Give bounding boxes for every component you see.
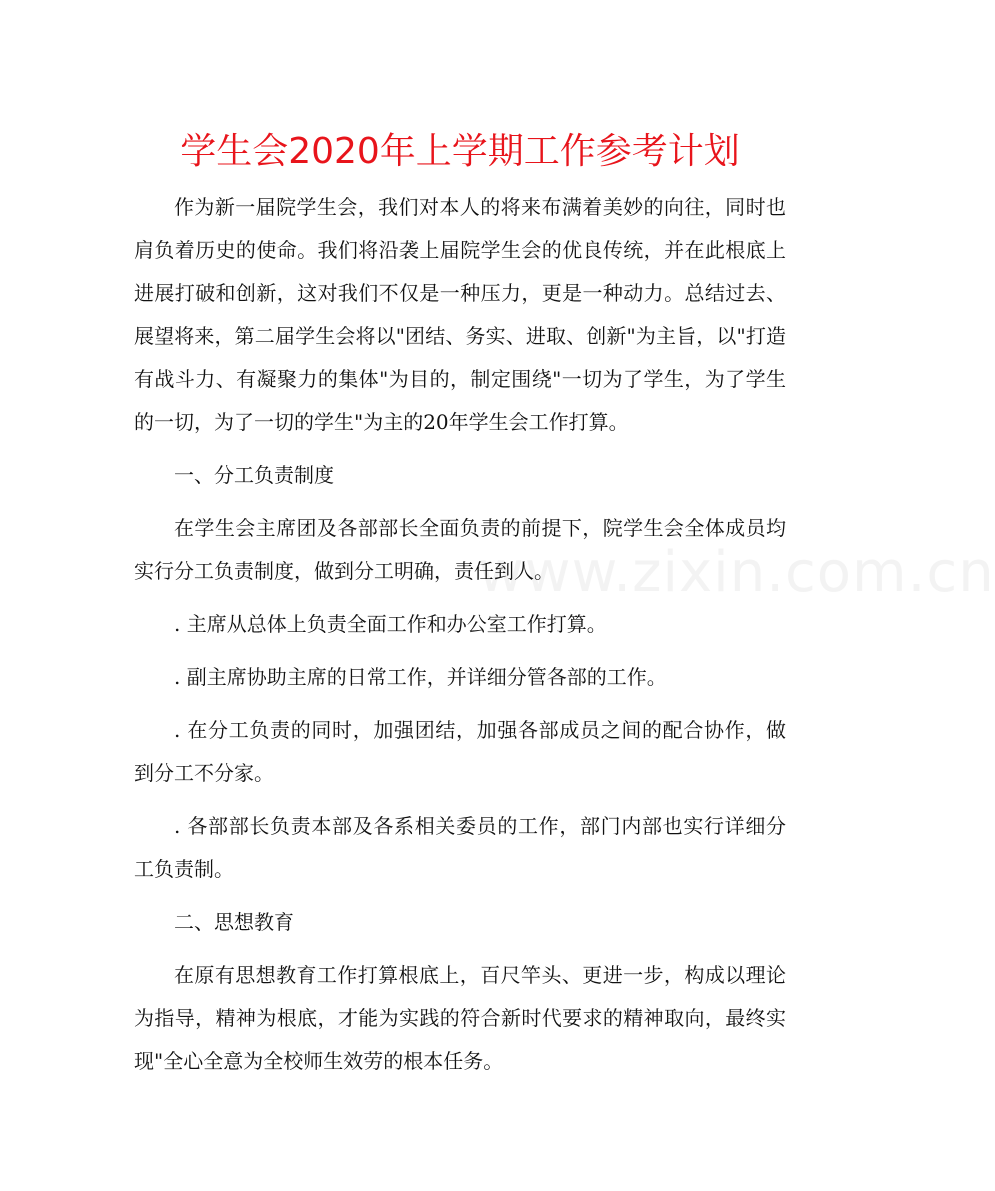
document-title: 学生会2020年上学期工作参考计划	[180, 131, 740, 172]
list-item-cooperation: . 在分工负责的同时，加强团结，加强各部成员之间的配合协作，做到分工不分家。	[134, 718, 786, 785]
paragraph-ideological-education: 在原有思想教育工作打算根底上，百尺竿头、更进一步，构成以理论为指导，精神为根底，才能为实践的符合新时代要求的精神取向，最终实现"全心全意为全校师生效劳的根本任务。	[134, 963, 786, 1073]
watermark-text: www.zixin.com.cn	[478, 540, 995, 605]
list-item-department-heads: . 各部部长负责本部及各系相关委员的工作，部门内部也实行详细分工负责制。	[134, 814, 786, 881]
paragraph-responsibility: 在学生会主席团及各部部长全面负责的前提下，院学生会全体成员均实行分工负责制度，做到分工明确，责任到人。	[134, 516, 786, 583]
section-heading-ideological-education: 二、思想教育	[174, 910, 294, 934]
paragraph-intro: 作为新一届院学生会，我们对本人的将来布满着美妙的向往，同时也肩负着历史的使命。我们将沿袭上届院学生会的优良传统，并在此根底上进展打破和创新，这对我们不仅是一种压力，更是一种动力。总结过去、展望将来，第二届学生会将以"团结、务实、进取、创新"为主旨，以"打造有战斗力、有凝聚力的集体"为目的，制定围绕"一切为了学生，为了学生的一切，为了一切的学生"为主的20年学生会工作打算。	[134, 195, 786, 434]
section-heading-division-of-labor: 一、分工负责制度	[174, 463, 334, 487]
list-item-vice-chairman: . 副主席协助主席的日常工作，并详细分管各部的工作。	[174, 665, 667, 689]
document-body	[134, 186, 786, 1093]
list-item-chairman: . 主席从总体上负责全面工作和办公室工作打算。	[174, 612, 607, 636]
